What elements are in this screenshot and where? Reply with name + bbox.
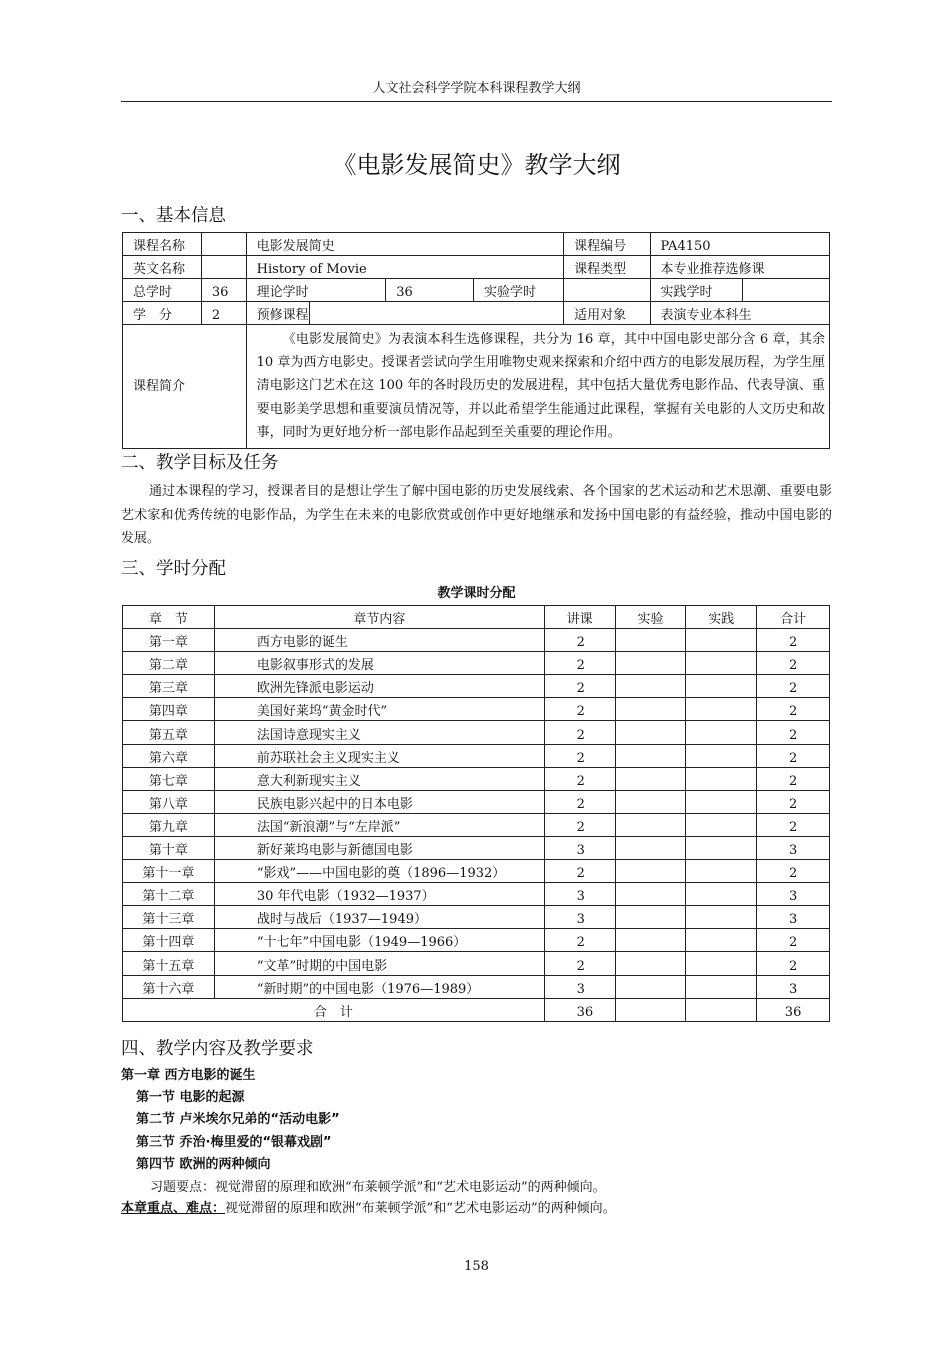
row-lecture: 3 xyxy=(544,975,615,998)
row-practice xyxy=(686,629,757,652)
row-lab xyxy=(615,721,686,744)
label-course-intro: 课程简介 xyxy=(123,325,247,449)
section-line: 第四节 欧洲的两种倾向 xyxy=(136,1157,271,1172)
row-lecture: 2 xyxy=(544,652,615,675)
total-row-label: 合 计 xyxy=(123,998,545,1021)
section-heading-hours: 三、学时分配 xyxy=(121,559,226,579)
row-lecture: 2 xyxy=(544,629,615,652)
label-practice-hours: 实践学时 xyxy=(650,279,743,302)
table-row xyxy=(123,975,830,998)
running-header: 人文社会科学学院本科课程教学大纲 xyxy=(121,79,832,102)
row-total: 2 xyxy=(757,675,830,698)
row-lab xyxy=(615,767,686,790)
value-practice-hours xyxy=(743,279,830,302)
row-content: “文革”时期的中国电影 xyxy=(214,952,544,975)
row-practice xyxy=(686,675,757,698)
row-lecture: 2 xyxy=(544,929,615,952)
value-course-code: PA4150 xyxy=(650,233,830,256)
row-chapter: 第十五章 xyxy=(123,952,215,975)
label-theory-hours: 理论学时 xyxy=(246,279,386,302)
row-chapter: 第十二章 xyxy=(123,883,215,906)
row-practice xyxy=(686,721,757,744)
label-audience: 适用对象 xyxy=(564,302,650,325)
page-number: 158 xyxy=(464,1259,489,1274)
keypoints-text: 视觉滞留的原理和欧洲“布莱顿学派”和“艺术电影运动”的两种倾向。 xyxy=(225,1201,616,1216)
row-chapter: 第六章 xyxy=(123,744,215,767)
header-chapter: 章 节 xyxy=(123,606,215,629)
section-heading-objectives: 二、教学目标及任务 xyxy=(121,453,279,473)
row-practice xyxy=(686,813,757,836)
row-lab xyxy=(615,836,686,859)
row-lab xyxy=(615,929,686,952)
row-chapter: 第十四章 xyxy=(123,929,215,952)
row-content: 电影叙事形式的发展 xyxy=(214,652,544,675)
row-lecture: 2 xyxy=(544,721,615,744)
row-chapter: 第十章 xyxy=(123,836,215,859)
row-content: “新时期”的中国电影（1976—1989） xyxy=(214,975,544,998)
row-total: 3 xyxy=(757,975,830,998)
row-practice xyxy=(686,698,757,721)
section-line: 第二节 卢米埃尔兄弟的“活动电影” xyxy=(136,1112,340,1127)
row-content: “影戏”——中国电影的奠（1896—1932） xyxy=(214,860,544,883)
table-row xyxy=(123,652,830,675)
total-lab xyxy=(615,998,686,1021)
row-lecture: 2 xyxy=(544,952,615,975)
header-practice: 实践 xyxy=(686,606,757,629)
row-content: 美国好莱坞“黄金时代” xyxy=(214,698,544,721)
section-heading-content: 四、教学内容及教学要求 xyxy=(121,1039,314,1059)
header-lecture: 讲课 xyxy=(544,606,615,629)
row-practice xyxy=(686,929,757,952)
row-practice xyxy=(686,652,757,675)
basic-info-table xyxy=(122,232,830,449)
value-english-name: History of Movie xyxy=(246,256,563,279)
row-total: 2 xyxy=(757,860,830,883)
row-lab xyxy=(615,952,686,975)
header-lab: 实验 xyxy=(615,606,686,629)
row-total: 2 xyxy=(757,744,830,767)
row-lab xyxy=(615,698,686,721)
label-total-hours: 总学时 xyxy=(123,279,202,302)
row-chapter: 第九章 xyxy=(123,813,215,836)
table-row xyxy=(123,883,830,906)
row-practice xyxy=(686,906,757,929)
table-row xyxy=(123,721,830,744)
label-lab-hours: 实验学时 xyxy=(474,279,564,302)
document-title: 《电影发展简史》教学大纲 xyxy=(332,151,621,179)
value-total-hours: 36 xyxy=(201,279,246,302)
row-lab xyxy=(615,629,686,652)
value-prereq xyxy=(309,302,563,325)
objectives-paragraph: 通过本课程的学习，授课者目的是想让学生了解中国电影的历史发展线索、各个国家的艺术运动和艺术思潮、重要电影艺术家和优秀传统的电影作品，为学生在未来的电影欣赏或创作中更好地继承和发扬中国电影的有益经验，推动中国电影的发展。 xyxy=(121,484,832,546)
table-row xyxy=(123,767,830,790)
row-chapter: 第八章 xyxy=(123,790,215,813)
row-total: 2 xyxy=(757,813,830,836)
label-course-type: 课程类型 xyxy=(564,256,650,279)
table-row xyxy=(123,675,830,698)
row-chapter: 第十一章 xyxy=(123,860,215,883)
row-lab xyxy=(615,675,686,698)
section-line: 第三节 乔治·梅里爱的“银幕戏剧” xyxy=(136,1135,332,1150)
row-chapter: 第三章 xyxy=(123,675,215,698)
row-total: 2 xyxy=(757,652,830,675)
table-row xyxy=(123,929,830,952)
label-prereq: 预修课程 xyxy=(246,302,309,325)
label-credits: 学 分 xyxy=(123,302,202,325)
row-lecture: 2 xyxy=(544,698,615,721)
value-theory-hours: 36 xyxy=(386,279,474,302)
row-total: 3 xyxy=(757,906,830,929)
row-total: 2 xyxy=(757,698,830,721)
value-course-intro: 《电影发展简史》为表演本科生选修课程，共分为 16 章，其中中国电影史部分含 6 章，其余 10 章为西方电影史。授课者尝试向学生用唯物史观来探索和介绍中西方的电影发展历程，为学生厘清电影这门艺术在这 100 年的各时段历史的发展进程，其中包括大量优秀电影作品、代表导演、重要电影美学思想和重要演员情况等，并以此希望学生能通过此课程，掌握有关电影的人文历史和故事，同时为更好地分析一部电影作品起到至关重要的理论作用。 xyxy=(246,325,829,449)
row-lab xyxy=(615,744,686,767)
section-heading-basic-info: 一、基本信息 xyxy=(121,206,226,226)
row-total: 3 xyxy=(757,883,830,906)
table-row xyxy=(123,698,830,721)
table-row xyxy=(123,860,830,883)
row-chapter: 第十六章 xyxy=(123,975,215,998)
exercise-points: 习题要点：视觉滞留的原理和欧洲“布莱顿学派”和“艺术电影运动”的两种倾向。 xyxy=(150,1180,606,1195)
hours-table-caption: 教学课时分配 xyxy=(437,586,516,601)
row-lecture: 2 xyxy=(544,744,615,767)
row-practice xyxy=(686,860,757,883)
row-content: 欧洲先锋派电影运动 xyxy=(214,675,544,698)
row-total: 2 xyxy=(757,952,830,975)
table-row xyxy=(123,629,830,652)
row-lecture: 2 xyxy=(544,790,615,813)
row-lab xyxy=(615,813,686,836)
row-content: 战时与战后（1937—1949） xyxy=(214,906,544,929)
keypoints-line xyxy=(121,1199,616,1219)
value-course-type: 本专业推荐选修课 xyxy=(650,256,830,279)
row-content: 前苏联社会主义现实主义 xyxy=(214,744,544,767)
row-chapter: 第二章 xyxy=(123,652,215,675)
row-lecture: 2 xyxy=(544,860,615,883)
row-practice xyxy=(686,790,757,813)
row-lab xyxy=(615,860,686,883)
row-total: 3 xyxy=(757,836,830,859)
table-row xyxy=(123,952,830,975)
row-practice xyxy=(686,767,757,790)
row-total: 2 xyxy=(757,767,830,790)
total-lecture: 36 xyxy=(544,998,615,1021)
hours-table xyxy=(122,605,830,1022)
row-content: 民族电影兴起中的日本电影 xyxy=(214,790,544,813)
label-course-code: 课程编号 xyxy=(564,233,650,256)
row-total: 2 xyxy=(757,721,830,744)
label-course-name: 课程名称 xyxy=(123,233,202,256)
table-row xyxy=(123,813,830,836)
row-chapter: 第五章 xyxy=(123,721,215,744)
total-practice xyxy=(686,998,757,1021)
header-total: 合计 xyxy=(757,606,830,629)
row-chapter: 第四章 xyxy=(123,698,215,721)
row-lab xyxy=(615,906,686,929)
row-chapter: 第十三章 xyxy=(123,906,215,929)
row-content: 新好莱坞电影与新德国电影 xyxy=(214,836,544,859)
total-total: 36 xyxy=(757,998,830,1021)
row-total: 2 xyxy=(757,929,830,952)
row-total: 2 xyxy=(757,790,830,813)
section-line: 第一节 电影的起源 xyxy=(136,1090,245,1105)
row-lab xyxy=(615,652,686,675)
row-content: “十七年”中国电影（1949—1966） xyxy=(214,929,544,952)
row-practice xyxy=(686,975,757,998)
row-lecture: 3 xyxy=(544,836,615,859)
row-chapter: 第一章 xyxy=(123,629,215,652)
row-lecture: 3 xyxy=(544,906,615,929)
row-lecture: 2 xyxy=(544,767,615,790)
row-total: 2 xyxy=(757,629,830,652)
row-chapter: 第七章 xyxy=(123,767,215,790)
table-row xyxy=(123,744,830,767)
row-content: 法国“新浪潮”与“左岸派” xyxy=(214,813,544,836)
table-row xyxy=(123,906,830,929)
keypoints-label: 本章重点、难点： xyxy=(121,1201,226,1216)
row-content: 30 年代电影（1932—1937） xyxy=(214,883,544,906)
row-content: 西方电影的诞生 xyxy=(214,629,544,652)
row-lab xyxy=(615,883,686,906)
label-english-name: 英文名称 xyxy=(123,256,202,279)
value-lab-hours xyxy=(564,279,650,302)
row-content: 法国诗意现实主义 xyxy=(214,721,544,744)
row-lecture: 3 xyxy=(544,883,615,906)
row-lab xyxy=(615,975,686,998)
table-row xyxy=(123,836,830,859)
row-practice xyxy=(686,836,757,859)
row-lecture: 2 xyxy=(544,813,615,836)
value-audience: 表演专业本科生 xyxy=(650,302,830,325)
row-practice xyxy=(686,744,757,767)
value-course-name: 电影发展简史 xyxy=(246,233,563,256)
row-lab xyxy=(615,790,686,813)
row-practice xyxy=(686,952,757,975)
row-content: 意大利新现实主义 xyxy=(214,767,544,790)
table-row xyxy=(123,790,830,813)
row-lecture: 2 xyxy=(544,675,615,698)
value-credits: 2 xyxy=(201,302,246,325)
chapter-1-title: 第一章 西方电影的诞生 xyxy=(121,1068,256,1083)
row-practice xyxy=(686,883,757,906)
header-content: 章节内容 xyxy=(214,606,544,629)
